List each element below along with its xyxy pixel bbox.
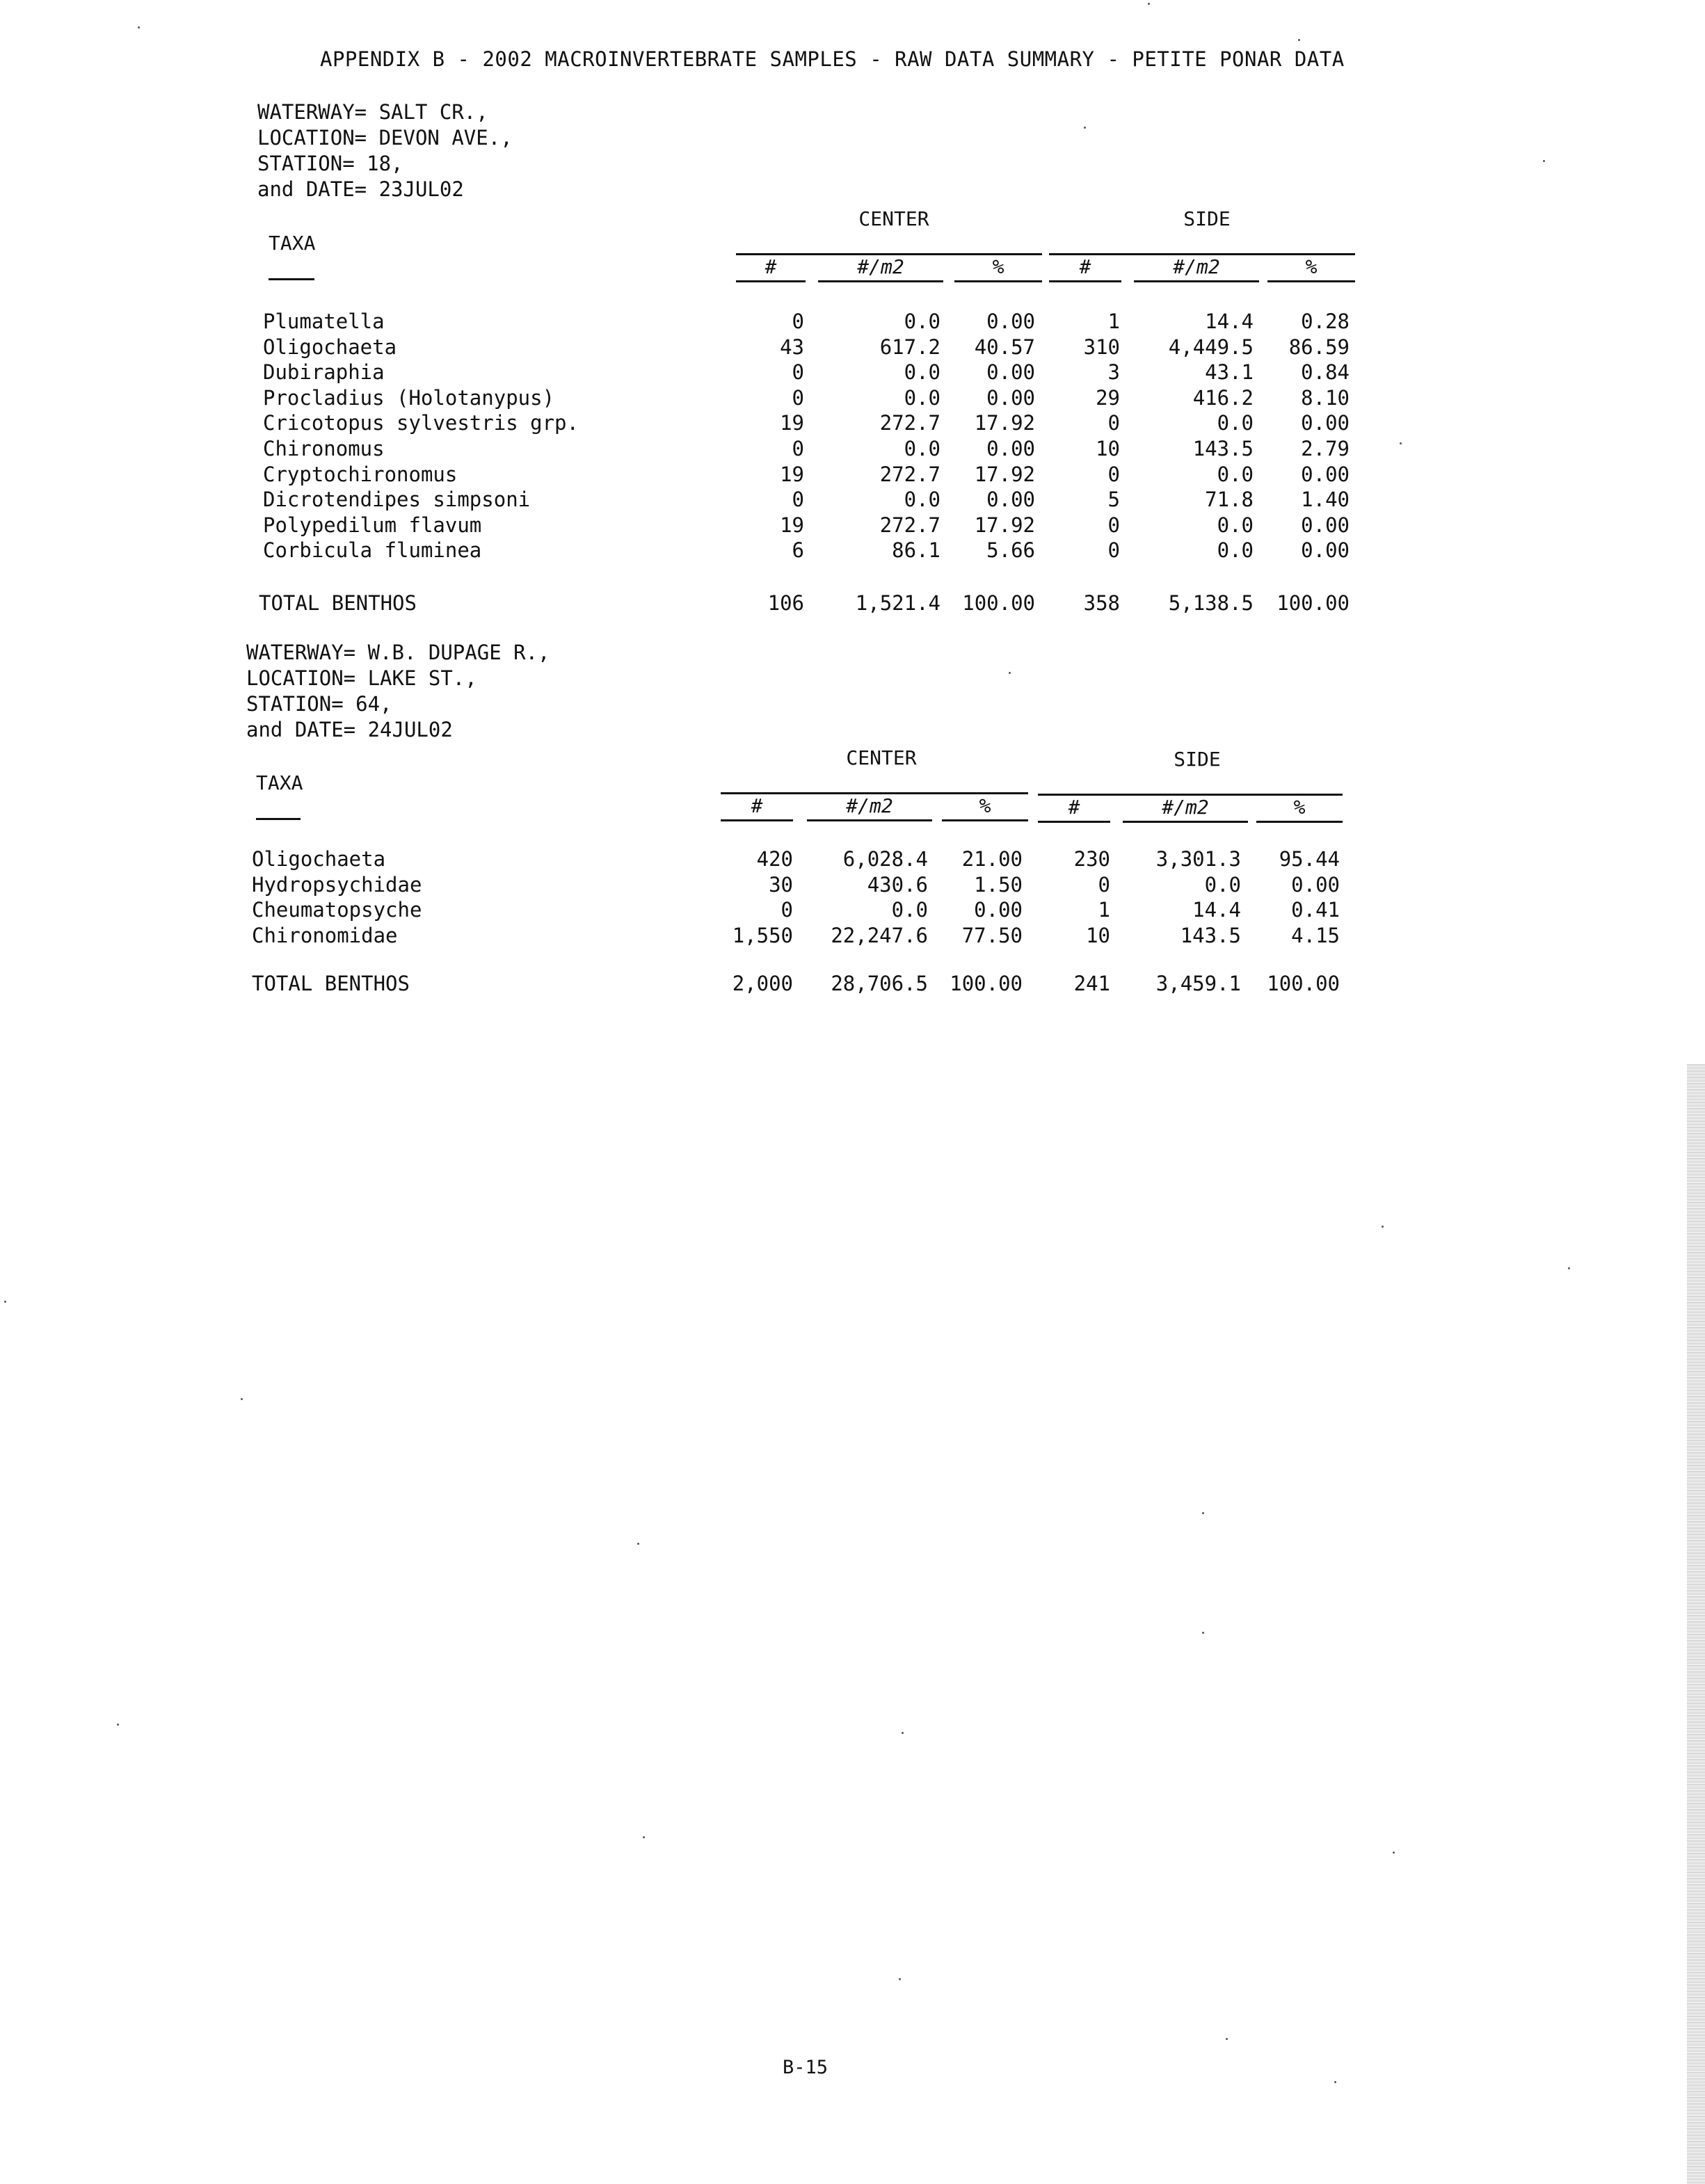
- waterway-line: WATERWAY= W.B. DUPAGE R.,: [246, 641, 550, 664]
- center-percent-cell: 5.66: [986, 538, 1035, 562]
- center-density-cell: 0.0: [904, 386, 940, 410]
- side-percent-cell: 95.44: [1279, 847, 1340, 871]
- scan-speck: [1202, 1632, 1204, 1634]
- side-percent-cell: 4.15: [1291, 924, 1340, 947]
- page-number: B-15: [783, 2057, 829, 2078]
- table-row: [0, 923, 1705, 949]
- date-line: and DATE= 23JUL02: [257, 177, 464, 201]
- center-percent-cell: 17.92: [974, 463, 1035, 486]
- center-count-cell: 0: [792, 310, 804, 333]
- side-count-cell: 0: [1098, 873, 1110, 897]
- taxon-name: Chironomus: [263, 437, 385, 460]
- table-row: [0, 897, 1705, 923]
- center-count-cell: 19: [780, 463, 804, 486]
- center-percent-cell: 0.00: [986, 488, 1035, 511]
- side-density-cell: 14.4: [1205, 310, 1254, 333]
- taxa-underline: [269, 278, 314, 280]
- taxon-name: Oligochaeta: [252, 847, 386, 871]
- side-density-cell: 71.8: [1205, 488, 1254, 511]
- table-row: [0, 846, 1705, 872]
- taxa-heading: TAXA: [256, 771, 303, 794]
- center-count-cell: 1,550: [732, 924, 793, 947]
- side-percent-cell: 0.28: [1301, 310, 1350, 333]
- scan-speck: [1226, 2038, 1228, 2040]
- table-row: [0, 513, 1705, 538]
- total-label: TOTAL BENTHOS: [252, 972, 410, 995]
- scan-speck: [241, 1398, 243, 1400]
- scan-speck: [1202, 1512, 1204, 1514]
- side-percent-cell: 0.00: [1301, 463, 1350, 486]
- table-row: [0, 410, 1705, 436]
- center-count-cell: 19: [780, 513, 804, 537]
- side-heading: SIDE: [1174, 748, 1221, 771]
- side-percent-cell: 8.10: [1301, 386, 1350, 410]
- center-density-header: #/m2: [818, 254, 943, 282]
- side-density-cell: 0.0: [1204, 873, 1241, 897]
- station-line: STATION= 18,: [257, 152, 403, 175]
- side-count-cell: 1: [1098, 898, 1110, 922]
- center-percent-cell: 100.00: [950, 972, 1023, 995]
- center-percent-cell: 0.00: [986, 437, 1035, 460]
- side-density-cell: 3,459.1: [1155, 972, 1241, 995]
- side-percent-cell: 0.00: [1291, 873, 1340, 897]
- side-count-cell: 29: [1096, 386, 1120, 410]
- taxon-name: Oligochaeta: [263, 335, 397, 359]
- center-count-cell: 0: [792, 386, 804, 410]
- side-density-cell: 3,301.3: [1155, 847, 1241, 871]
- side-density-cell: 0.0: [1217, 463, 1254, 486]
- taxa-heading: TAXA: [269, 232, 316, 255]
- side-percent-cell: 1.40: [1301, 488, 1350, 511]
- center-density-cell: 272.7: [879, 411, 940, 435]
- side-density-header: #/m2: [1134, 254, 1259, 282]
- side-density-header: #/m2: [1123, 794, 1248, 823]
- station-line: STATION= 64,: [246, 692, 392, 716]
- page-title: APPENDIX B - 2002 MACROINVERTEBRATE SAMPLES - RAW DATA SUMMARY - PETITE PONAR DATA: [320, 47, 1345, 71]
- center-count-cell: 0: [792, 437, 804, 460]
- total-row: [0, 971, 1705, 997]
- taxon-name: Polypedilum flavum: [263, 513, 482, 537]
- center-percent-cell: 21.00: [961, 847, 1023, 871]
- side-count-cell: 310: [1083, 335, 1120, 359]
- center-count-cell: 19: [780, 411, 804, 435]
- table-row: [0, 309, 1705, 335]
- center-density-cell: 22,247.6: [831, 924, 928, 947]
- total-row: [0, 591, 1705, 616]
- side-count-cell: 358: [1083, 591, 1120, 615]
- station-meta: [246, 640, 550, 743]
- center-percent-cell: 17.92: [974, 411, 1035, 435]
- scan-speck: [637, 1543, 639, 1545]
- center-density-cell: 1,521.4: [855, 591, 940, 615]
- taxon-name: Dicrotendipes simpsoni: [263, 488, 531, 511]
- side-percent-cell: 0.00: [1301, 411, 1350, 435]
- taxon-name: Cricotopus sylvestris grp.: [263, 411, 579, 435]
- table-row: [0, 360, 1705, 385]
- center-count-cell: 0: [792, 488, 804, 511]
- date-line: and DATE= 24JUL02: [246, 718, 453, 741]
- center-density-header: #/m2: [807, 793, 932, 821]
- scan-speck: [1382, 1226, 1384, 1228]
- side-count-cell: 0: [1107, 463, 1120, 486]
- total-label: TOTAL BENTHOS: [259, 591, 417, 615]
- scan-speck: [899, 1978, 901, 1980]
- center-percent-cell: 0.00: [986, 360, 1035, 384]
- center-density-cell: 272.7: [879, 463, 940, 486]
- center-count-cell: 0: [792, 360, 804, 384]
- scan-speck: [1298, 39, 1300, 41]
- side-count-cell: 241: [1073, 972, 1110, 995]
- taxa-underline: [256, 818, 301, 820]
- side-percent-cell: 0.84: [1301, 360, 1350, 384]
- side-count-cell: 230: [1073, 847, 1110, 871]
- side-count-header: #: [1038, 794, 1110, 823]
- side-percent-cell: 0.41: [1291, 898, 1340, 922]
- scan-speck: [1400, 442, 1402, 444]
- center-count-cell: 420: [756, 847, 793, 871]
- scan-speck: [117, 1724, 119, 1726]
- table-row: [0, 385, 1705, 411]
- table-row: [0, 487, 1705, 513]
- center-count-header: #: [721, 793, 793, 821]
- scan-speck: [1084, 127, 1086, 129]
- scan-speck: [138, 26, 140, 29]
- side-percent-header: %: [1256, 794, 1343, 823]
- center-count-cell: 106: [767, 591, 804, 615]
- side-density-cell: 0.0: [1217, 513, 1254, 537]
- side-count-cell: 0: [1107, 513, 1120, 537]
- side-count-header: #: [1049, 254, 1121, 282]
- taxon-name: Cryptochironomus: [263, 463, 458, 486]
- center-percent-cell: 40.57: [974, 335, 1035, 359]
- side-percent-header: %: [1267, 254, 1355, 282]
- scan-speck: [1148, 3, 1150, 5]
- center-density-cell: 0.0: [904, 360, 940, 384]
- table-row: [0, 462, 1705, 488]
- center-density-cell: 0.0: [904, 488, 940, 511]
- side-density-cell: 143.5: [1180, 924, 1241, 947]
- side-percent-cell: 100.00: [1276, 591, 1350, 615]
- side-density-cell: 5,138.5: [1168, 591, 1254, 615]
- taxon-name: Hydropsychidae: [252, 873, 422, 897]
- scan-speck: [4, 1301, 6, 1303]
- scan-speck: [902, 1732, 904, 1734]
- center-density-cell: 272.7: [879, 513, 940, 537]
- scan-speck: [1393, 1852, 1395, 1854]
- center-percent-cell: 0.00: [986, 386, 1035, 410]
- scan-speck: [1334, 2081, 1336, 2083]
- center-density-cell: 0.0: [904, 310, 940, 333]
- side-count-cell: 1: [1107, 310, 1120, 333]
- scan-speck: [643, 1836, 645, 1838]
- center-count-cell: 0: [781, 898, 793, 922]
- location-line: LOCATION= DEVON AVE.,: [257, 126, 513, 150]
- taxon-name: Plumatella: [263, 310, 385, 333]
- side-percent-cell: 100.00: [1267, 972, 1340, 995]
- center-percent-cell: 100.00: [962, 591, 1035, 615]
- center-count-cell: 6: [792, 538, 804, 562]
- center-percent-cell: 0.00: [986, 310, 1035, 333]
- table-row: [0, 872, 1705, 898]
- taxon-name: Corbicula fluminea: [263, 538, 482, 562]
- center-count-cell: 43: [780, 335, 804, 359]
- center-percent-cell: 17.92: [974, 513, 1035, 537]
- location-line: LOCATION= LAKE ST.,: [246, 666, 477, 690]
- center-count-cell: 2,000: [732, 972, 793, 995]
- center-density-cell: 0.0: [891, 898, 928, 922]
- table-row: [0, 335, 1705, 360]
- side-density-cell: 14.4: [1192, 898, 1241, 922]
- center-density-cell: 28,706.5: [831, 972, 928, 995]
- side-percent-cell: 2.79: [1301, 437, 1350, 460]
- center-density-cell: 0.0: [904, 437, 940, 460]
- waterway-line: WATERWAY= SALT CR.,: [257, 100, 488, 124]
- center-percent-cell: 0.00: [974, 898, 1023, 922]
- taxon-name: Dubiraphia: [263, 360, 385, 384]
- center-density-cell: 86.1: [892, 538, 940, 562]
- center-percent-header: %: [954, 254, 1042, 282]
- side-density-cell: 416.2: [1192, 386, 1254, 410]
- center-heading: CENTER: [858, 207, 929, 230]
- center-percent-cell: 77.50: [961, 924, 1023, 947]
- center-percent-cell: 1.50: [974, 873, 1023, 897]
- table-row: [0, 538, 1705, 563]
- station-meta: [257, 99, 513, 202]
- center-density-cell: 617.2: [879, 335, 940, 359]
- scan-speck: [1543, 160, 1545, 162]
- side-density-cell: 0.0: [1217, 538, 1254, 562]
- side-count-cell: 0: [1107, 538, 1120, 562]
- side-count-cell: 5: [1107, 488, 1120, 511]
- side-count-cell: 0: [1107, 411, 1120, 435]
- center-percent-header: %: [942, 793, 1028, 821]
- center-density-cell: 430.6: [867, 873, 928, 897]
- side-count-cell: 3: [1107, 360, 1120, 384]
- side-heading: SIDE: [1183, 207, 1231, 230]
- side-density-cell: 0.0: [1217, 411, 1254, 435]
- side-count-cell: 10: [1086, 924, 1110, 947]
- taxon-name: Procladius (Holotanypus): [263, 386, 555, 410]
- center-count-header: #: [736, 254, 806, 282]
- side-density-cell: 43.1: [1205, 360, 1254, 384]
- table-row: [0, 436, 1705, 462]
- scan-edge-artifact: [1687, 1064, 1705, 2184]
- taxon-name: Chironomidae: [252, 924, 398, 947]
- side-density-cell: 143.5: [1192, 437, 1254, 460]
- side-percent-cell: 0.00: [1301, 538, 1350, 562]
- scan-speck: [1009, 672, 1011, 674]
- side-percent-cell: 0.00: [1301, 513, 1350, 537]
- center-count-cell: 30: [769, 873, 793, 897]
- center-heading: CENTER: [846, 746, 917, 769]
- side-density-cell: 4,449.5: [1168, 335, 1254, 359]
- center-density-cell: 6,028.4: [842, 847, 928, 871]
- taxon-name: Cheumatopsyche: [252, 898, 422, 922]
- side-count-cell: 10: [1096, 437, 1120, 460]
- scan-speck: [1568, 1267, 1570, 1269]
- side-percent-cell: 86.59: [1288, 335, 1350, 359]
